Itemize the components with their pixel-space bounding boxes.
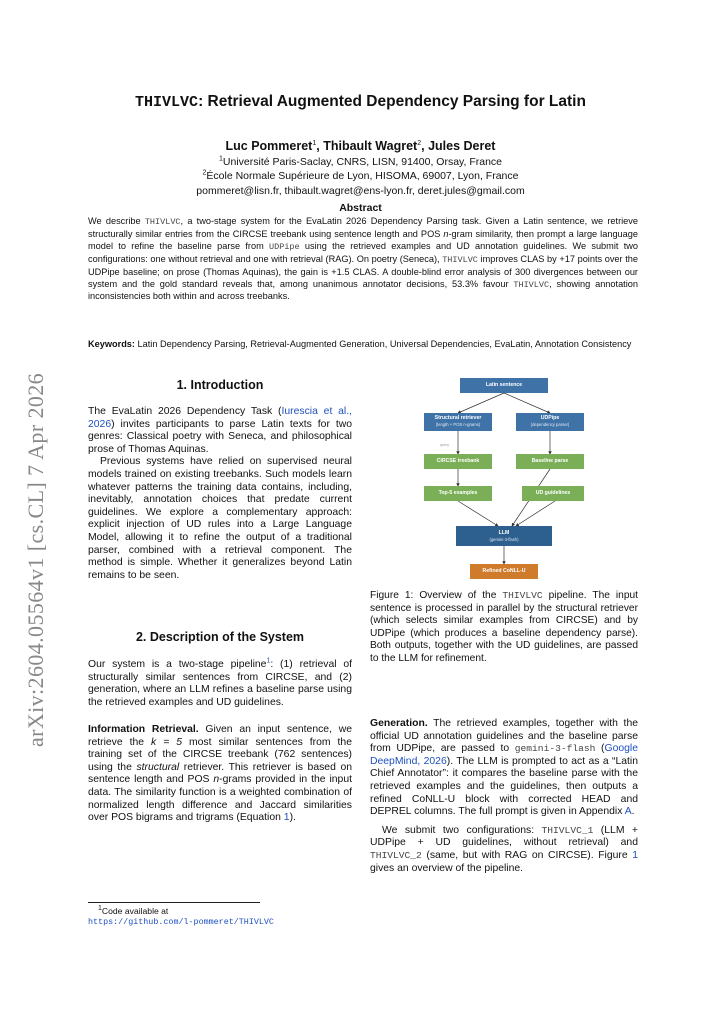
citation-iurescia[interactable]: Iurescia et al., 2026 [88,406,353,430]
footnote [88,906,358,928]
intro-paragraph-2: Previous systems have relied on supervised neural models trained on existing treebanks. Such models learn whatever patterns the training data contains, including, inevitably, annotation choices that predate current guidelines. We explore a complementary approach: explicit injection of UD rules into a Large Language Model, allowing it to refine the output of a traditional parser, combined with a retrieval component. The method is simple. Whether it generalizes beyond Latin remains to be seen. [88,456,352,581]
node-llm: LLM (gemini-3-flash) [456,526,552,546]
system-paragraph-1: Our system is a two-stage pipeline$^1$: (1) retrieval of structurally similar sentences from CIRCSE, and (2) generation, where an LLM refines a baseline parse using the retrieved examples and UD guidelines. [88,657,353,708]
ir-runin-heading: Information Retrieval. [88,724,199,735]
abstract-heading: Abstract [339,202,382,214]
section-heading-system: 2. Description of the System [135,630,305,644]
title-system-name: THIVLVC [135,94,199,111]
author-emails: pommeret@lisn.fr, thibault.wagret@ens-lyon.fr, deret.jules@gmail.com [196,185,525,197]
ir-paragraph: Information Retrieval. Given an input sentence, we retrieve the k = 5 most similar sentences from the training set of the CIRCSE treebank (762 sentences) using the structural retriever. This retriever is based on sentence length and POS n-grams provided in the input data. The similarity function is a weighted combination of normalized length difference and Jaccard similarities over POS bigrams and trigrams (Equation 1). [88,724,352,824]
citation-google-deepmind[interactable]: Google DeepMind, 2026 [370,743,638,767]
node-structural-retriever: Structural retriever (length + POS n-grams) [424,413,492,431]
node-baseline-parse: Baseline parse [516,454,584,469]
pipeline-arrows [400,374,610,582]
affil-2-mark: 2 [202,169,207,177]
config-1-name: THIVLVC_1 [541,824,594,836]
author-list: Luc Pommeret$^1$, Thibault Wagret$^2$, Jules Deret [225,139,496,153]
keywords-label: Keywords: [88,339,135,349]
model-name: gemini-3-flash [514,743,596,755]
author-1-affil-mark: 1 [312,139,317,147]
intro-paragraph-1: The EvaLatin 2026 Dependency Task (Iurescia et al., 2026) invites participants to parse Latin texts for two genres: Classical poetry with Seneca, and philosophical prose of Thomas Aquinas. [88,406,353,455]
affil-1-mark: 1 [218,155,223,163]
affiliation-2 [0,170,721,182]
config-2-name: THIVLVC_2 [370,849,422,861]
arrow-latin-retriever [458,393,504,413]
node-udpipe: UDPipe (dependency parser) [516,413,584,431]
arrow-guidelines-llm [516,501,555,526]
footnote-text: Code available at [101,906,169,916]
node-circse-treebank: CIRCSE treebank [424,454,492,469]
footnote-rule [88,902,260,903]
keywords-text: Latin Dependency Parsing, Retrieval-Augmented Generation, Universal Dependencies, EvaLatin, Annotation Consistency [134,339,632,349]
abstract-body: We describe THIVLVC, a two-stage system for the EvaLatin 2026 Dependency Parsing task. Given a Latin sentence, we retrieve structurally similar entries from the CIRCSE treebank using sentence length and POS n-gram similarity, then prompt a large language model to refine the baseline parse from UDPipe using the retrieved examples and UD annotation guidelines. We submit two configurations: one without retrieval and one with retrieval (RAG). On poetry (Seneca), THIVLVC improves CLAS by +17 points over the UDPipe baseline; on prose (Thomas Aquinas), the gain is +1.5 CLAS. A double-blind error analysis of 300 divergences between our system and the gold standard reveals that, among unanimous annotator decisions, 53.3% favour THIVLVC, showing annotation inconsistencies both within and across treebanks. [88,216,639,302]
affiliation-1-text: Université Paris-Saclay, CNRS, LISN, 91400, Orsay, France [222,156,503,168]
pipeline-figure [400,374,610,582]
generation-runin-heading: Generation. [370,718,428,729]
abstract-udpipe: UDPipe [269,241,300,252]
figure-caption: Figure 1: Overview of the THIVLVC pipeline. The input sentence is processed in parallel by the structural retriever (which selects similar examples from CIRCSE) and by UDPipe (which produces a baseline dependency parse). Both outputs, together with the UD guidelines, are passed to the LLM for refinement. [370,590,639,664]
figure-ref[interactable]: 1 [632,849,638,861]
equation-ref[interactable]: 1 [283,812,290,824]
information-retrieval-body [88,724,352,825]
paper-title [0,93,721,111]
generation-paragraph-1: Generation. The retrieved examples, together with the official UD annotation guidelines and the baseline parse from UDPipe, are passed to gemini-3-flash (Google DeepMind, 2026). The LLM is prompted to act as a “Latin Chief Annotator”: it compares the baseline parse with the retrieved examples and the guidelines, then outputs a refined CoNLL-U block with corrected HEAD and DEPREL columns. The full prompt is given in Appendix A. [370,718,638,818]
arrow-latin-udpipe [504,393,550,413]
generation-paragraph-2: We submit two configurations: THIVLVC_1 (LLM + UDPipe + UD guidelines, without retrieval) and THIVLVC_2 (same, but with RAG on CIRCSE). Figure 1 gives an overview of the pipeline. [370,824,638,874]
node-latin-sentence: Latin sentence [460,378,548,393]
title-text: : Retrieval Augmented Dependency Parsing for Latin [198,93,586,110]
node-ud-guidelines: UD guidelines [522,486,584,501]
introduction-body [88,406,352,582]
edge-label-query: query [440,443,449,447]
affiliation-2-text: École Normale Supérieure de Lyon, HISOMA, 69007, Lyon, France [206,170,519,182]
keywords [88,339,638,351]
affiliation-1 [0,156,721,168]
footnote-mark-1[interactable]: 1 [266,657,271,665]
k-equation: k = 5 [151,736,183,748]
abstract-system-name: THIVLVC [144,217,181,227]
appendix-ref[interactable]: A [624,806,632,818]
system-body [88,659,352,709]
footnote-number: 1 [98,905,102,913]
footnote-url[interactable]: https://github.com/l-pommeret/THIVLVC [88,917,274,927]
caption-system-name: THIVLVC [502,590,543,601]
author-2: Thibault Wagret [323,139,418,153]
generation-body [370,718,638,875]
arrow-top5-llm [458,501,498,526]
author-2-affil-mark: 2 [417,139,422,147]
node-refined-conllu: Refined CoNLL-U [470,564,538,579]
node-top5-examples: Top-5 examples [424,486,492,501]
arxiv-identifier-text: arXiv:2604.05564v1 [cs.CL] 7 Apr 2026 [23,372,48,748]
author-1: Luc Pommeret [225,139,313,153]
section-heading-introduction: 1. Introduction [176,378,264,392]
author-3: Jules Deret [428,139,496,153]
